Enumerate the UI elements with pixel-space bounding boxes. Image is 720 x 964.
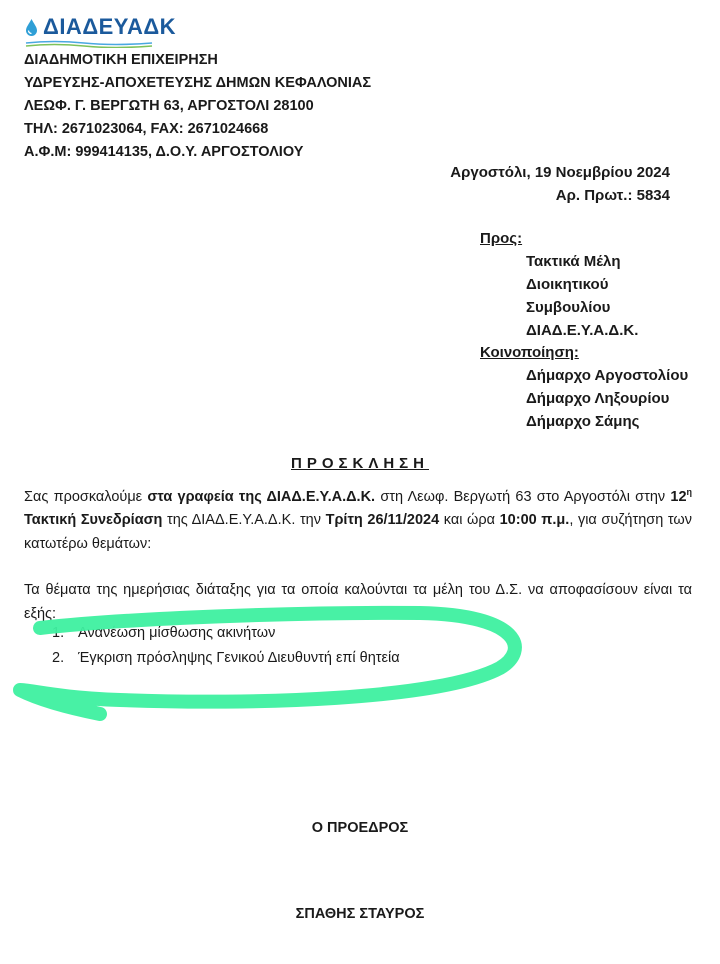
agenda-item: 1. Ανανέωση μίσθωσης ακινήτων xyxy=(52,625,276,641)
cc-line: Δήμαρχο Αργοστολίου xyxy=(526,367,689,384)
recipient-line: Διοικητικού xyxy=(526,276,609,293)
letterhead-line-4: ΤΗΛ: 2671023064, FAX: 2671024668 xyxy=(24,121,269,137)
logo-text: ΔΙΑΔΕΥΑΔΚ xyxy=(43,14,177,39)
recipient-line: ΔΙΑΔ.Ε.Υ.Α.Δ.Κ. xyxy=(526,322,639,339)
letterhead-line-1: ΔΙΑΔΗΜΟΤΙΚΗ ΕΠΙΧΕΙΡΗΣΗ xyxy=(24,52,218,68)
recipients-label: Προς: xyxy=(480,230,523,247)
date-line: Αργοστόλι, 19 Νοεμβρίου 2024 xyxy=(450,164,670,181)
protocol-number: Αρ. Πρωτ.: 5834 xyxy=(555,187,670,204)
letterhead-line-3: ΛΕΩΦ. Γ. ΒΕΡΓΩΤΗ 63, ΑΡΓΟΣΤΟΛΙ 28100 xyxy=(24,98,314,114)
cc-label: Κοινοποίηση: xyxy=(480,344,579,361)
recipient-line: Τακτικά Μέλη xyxy=(526,253,621,270)
invitation-paragraph: Σας προσκαλούμε στα γραφεία της ΔΙΑΔ.Ε.Υ.Α.Δ.Κ. στη Λεωφ. Βεργωτή 63 στο Αργοστόλι στην $12^\eta$ Τακτική Συνεδρίαση της ΔΙΑΔ.Ε.Υ.Α.Δ.Κ. την Τρίτη 26/11/2024 και ώρα 10:00 π.μ., για συζήτηση των κατωτέρω θεμάτων: xyxy=(24,487,693,552)
recipient-line: Συμβουλίου xyxy=(526,299,611,316)
cc-line: Δήμαρχο Σάμης xyxy=(526,413,640,430)
invitation-title: ΠΡΟΣΚΛΗΣΗ xyxy=(290,455,429,472)
signature-name: ΣΠΑΘΗΣ ΣΤΑΥΡΟΣ xyxy=(295,906,425,922)
signature-role: Ο ΠΡΟΕΔΡΟΣ xyxy=(311,820,409,836)
letterhead-line-2: ΥΔΡΕΥΣΗΣ-ΑΠΟΧΕΤΕΥΣΗΣ ΔΗΜΩΝ ΚΕΦΑΛΟΝΙΑΣ xyxy=(24,75,372,91)
agenda-item: 2. Έγκριση πρόσληψης Γενικού Διευθυντή επί θητεία xyxy=(52,650,400,666)
letterhead-line-5: Α.Φ.Μ: 999414135, Δ.Ο.Υ. ΑΡΓΟΣΤΟΛΙΟΥ xyxy=(24,144,304,160)
cc-line: Δήμαρχο Ληξουρίου xyxy=(526,390,670,407)
agenda-intro: Τα θέματα της ημερήσιας διάταξης για τα οποία καλούνται τα μέλη του Δ.Σ. να αποφασίσουν είναι τα εξής: xyxy=(24,582,692,622)
